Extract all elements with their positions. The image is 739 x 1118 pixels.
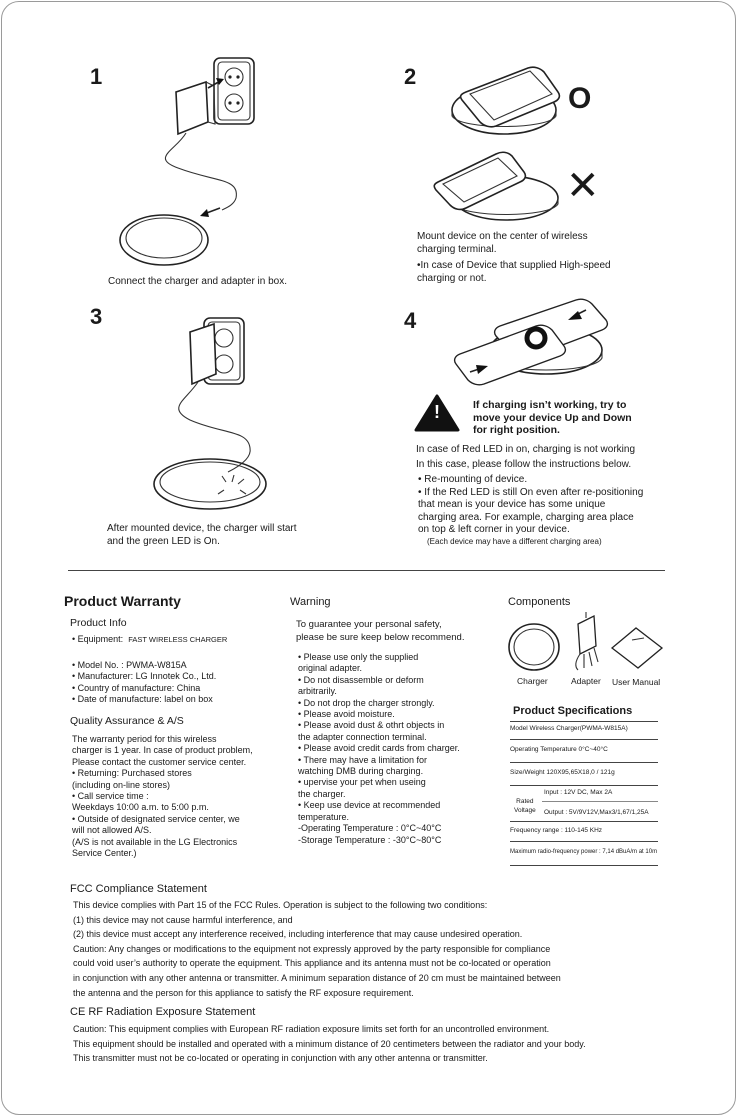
product-info-heading: Product Info: [70, 617, 127, 629]
warranty-title: Product Warranty: [64, 593, 181, 609]
spec-input: Input : 12V DC, Max 2A: [544, 789, 613, 796]
warning-list: • Please use only the supplied original adapter. • Do not disassemble or deform arbitrarily. • Do not drop the charger strongly. • Please avoid moisture. • Please avoid dust & othrt objects in the adapter connection terminal. • Please avoid credit cards from charger. • There may have a limitation for watching DMB during charging. • upervise your pet when useing the charger. • Keep use device at recommended temperature. -Operating Temperature : 0°C~40°C -Storage Temperature : -30°C~80°C: [298, 652, 460, 845]
warning-heading: Warning: [290, 596, 331, 608]
components-heading: Components: [508, 596, 571, 608]
spec-rated-label: Rated Voltage: [514, 798, 536, 814]
fcc-heading: FCC Compliance Statement: [70, 883, 207, 895]
fcc-text: This device complies with Part 15 of the FCC Rules. Operation is subject to the following two conditions: (1) this device may not cause harmful interference, and (2) this device must accept any interference received, including interference that may cause undesired operation. Caution: Any changes or modifications to the equipment not expressly approved by the party responsible for compliance could void user’s authority to operate the equipment. This appliance and its antenna must not be co-located or operation in conjunction with any other antenna or transmitter. A minimum separation distance of 20 cm must be maintained between the antenna and the person for this appliance to satisfy the RF exposure requirement.: [73, 900, 561, 998]
spec-size: Size/Weight 120X95,65X18,0 / 121g: [510, 767, 658, 786]
spec-inner-rule: [542, 801, 658, 802]
spec-model: Model Wireless Charger(PWMA-W815A): [510, 725, 658, 740]
equipment-line: • Equipment: FAST WIRELESS CHARGER: [72, 634, 228, 644]
step-1-number: 1: [90, 64, 103, 89]
ce-heading: CE RF Radiation Exposure Statement: [70, 1006, 256, 1018]
step-2-incorrect-mark: ✕: [566, 164, 600, 208]
step-3-caption: After mounted device, the charger will start and the green LED is On.: [107, 523, 297, 547]
spec-output: Output : 5V/9V12V,Max3/1,67/1,25A: [544, 809, 649, 816]
step-2-caption: Mount device on the center of wireless charging terminal. •In case of Device that supplied High-speed charging or not.: [417, 231, 611, 284]
specs-table: [510, 721, 658, 867]
component-charger-label: Charger: [517, 676, 548, 686]
spec-frequency: Frequency range : 110-145 KHz: [510, 827, 658, 842]
warning-exclamation-icon: !: [434, 402, 440, 422]
qa-text: The warranty period for this wireless charger is 1 year. In case of product problem, Please contact the customer service center. • Returning: Purchased stores (including on-line stores) • Call service time : Weekdays 10:00 a.m. to 5:00 p.m. • Outside of designated service center, we will not allowed A/S. (A/S is not available in the LG Electronics Service Center.): [72, 734, 253, 859]
warning-intro: To guarantee your personal safety, please be sure keep below recommend.: [296, 619, 465, 643]
step-4-number: 4: [404, 308, 417, 333]
step-4-bullets: • Re-mounting of device. • If the Red LED is still On even after re-positioning that mean is your device has some unique charging area. For example, charging area place on top & left corner in your device.: [418, 474, 644, 535]
step-4-note: (Each device may have a different charging area): [427, 537, 602, 546]
step-2-correct-mark: O: [568, 82, 592, 115]
ce-text: Caution: This equipment complies with European RF radiation exposure limits set forth for an uncontrolled environment. This equipment should be installed and operated with a minimum distance of 20 centimeters between the radiator and your body. This transmitter must not be co-located or operating in conjunction with any other antenna or transmitter.: [73, 1024, 586, 1064]
specs-top-rule: [510, 721, 658, 722]
step-1-caption: Connect the charger and adapter in box.: [108, 276, 288, 287]
step-4-warning-text: If charging isn’t working, try to move your device Up and Down for right position.: [473, 399, 632, 436]
spec-rf-power: Maximum radio-frequency power : 7,14 dBuA/m at 10m: [510, 849, 658, 866]
step-2-number: 2: [404, 64, 417, 89]
component-adapter-label: Adapter: [571, 676, 601, 686]
qa-heading: Quality Assurance & A/S: [70, 715, 184, 727]
product-info-list: • Model No. : PWMA-W815A • Manufacturer: LG Innotek Co., Ltd. • Country of manufacture: China • Date of manufacture: label on box: [72, 660, 217, 705]
specs-heading: Product Specifications: [513, 705, 633, 717]
component-manual-label: User Manual: [612, 677, 661, 687]
spec-operating: Operating Temperature 0°C~40°C: [510, 746, 658, 763]
step-3-number: 3: [90, 304, 103, 329]
step-4-info: In case of Red LED in on, charging is not working In this case, please follow the instructions below.: [416, 444, 636, 470]
spec-rule-3: [510, 821, 658, 822]
